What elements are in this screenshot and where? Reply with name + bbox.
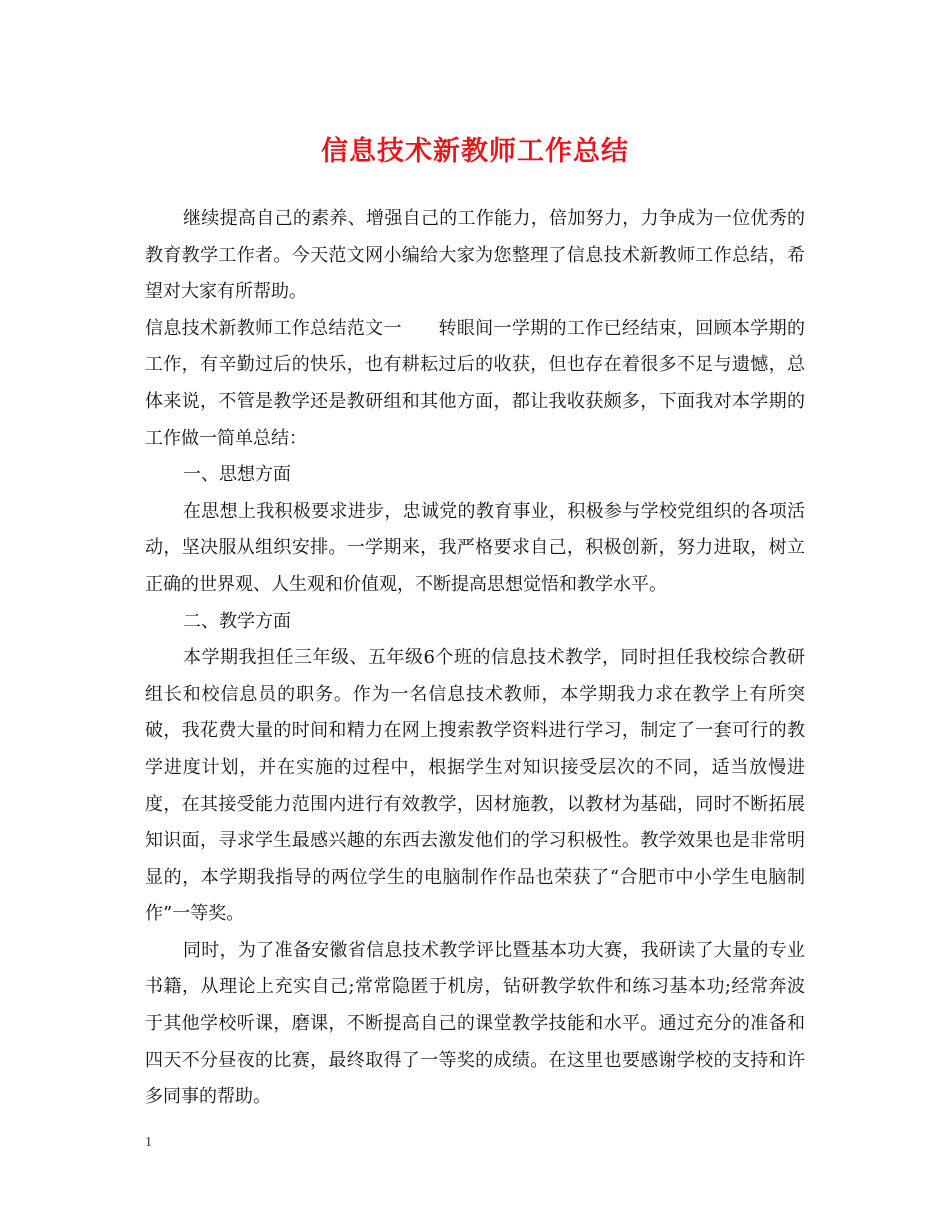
section-heading-teaching: 二、教学方面 — [183, 610, 291, 632]
page-title: 信息技术新教师工作总结 — [321, 136, 629, 167]
paragraph-teaching: 本学期我担任三年级、五年级6个班的信息技术教学，同时担任我校综合教研组长和校信息员的职务。作为一名信息技术教师，本学期我力求在教学上有所突破，我花费大量的时间和精力在网上搜索教学资料进行学习，制定了一套可行的教学进度计划，并在实施的过程中，根据学生对知识接受层次的不同，适当放慢进度，在其接受能力范围内进行有效教学，因材施教，以教材为基础，同时不断拓展知识面，寻求学生最感兴趣的东西去激发他们的学习积极性。教学效果也是非常明显的，本学期我指导的两位学生的电脑制作作品也荣获了“合肥市中小学生电脑制作”一等奖。 — [145, 647, 805, 925]
paragraph-competition: 同时，为了准备安徽省信息技术教学评比暨基本功大赛，我研读了大量的专业书籍，从理论上充实自己;常常隐匿于机房，钻研教学软件和练习基本功;经常奔波于其他学校听课，磨课，不断提高自己的课堂教学技能和水平。通过充分的准备和四天不分昼夜的比赛，最终取得了一等奖的成绩。在这里也要感谢学校的支持和许多同事的帮助。 — [145, 939, 805, 1108]
section-heading-ideology: 一、思想方面 — [183, 464, 291, 486]
paragraph-sample-heading: 信息技术新教师工作总结范文一 转眼间一学期的工作已经结束，回顾本学期的工作，有辛勤过后的快乐，也有耕耘过后的收获，但也存在着很多不足与遗憾，总体来说，不管是教学还是教研组和其他方面，都让我收获颇多，下面我对本学期的工作做一简单总结： — [145, 317, 805, 449]
paragraph-intro: 继续提高自己的素养、增强自己的工作能力，倍加努力，力争成为一位优秀的教育教学工作者。今天范文网小编给大家为您整理了信息技术新教师工作总结，希望对大家有所帮助。 — [145, 208, 805, 303]
document-body — [145, 201, 805, 1116]
page-number: 1 — [145, 1135, 152, 1150]
paragraph-ideology: 在思想上我积极要求进步，忠诚党的教育事业，积极参与学校党组织的各项活动，坚决服从组织安排。一学期来，我严格要求自己，积极创新，努力进取，树立正确的世界观、人生观和价值观，不断提高思想觉悟和教学水平。 — [145, 500, 805, 595]
